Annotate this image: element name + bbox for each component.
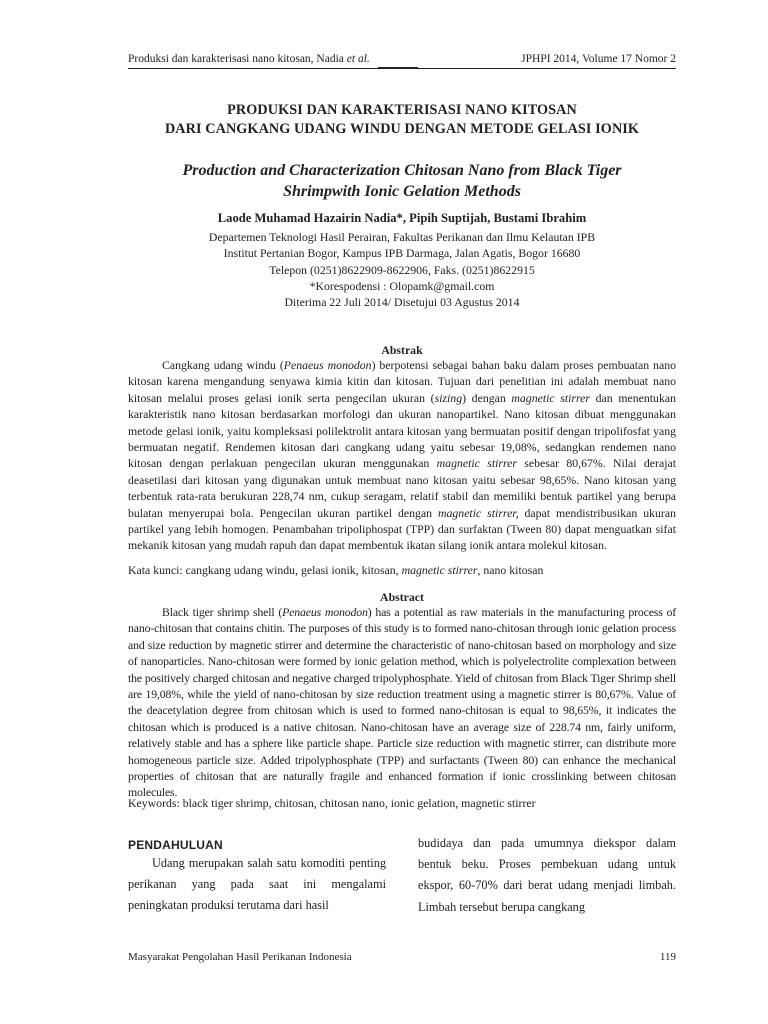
affiliation-line1: Departemen Teknologi Hasil Perairan, Fakultas Perikanan dan Ilmu Kelautan IPB	[208, 230, 596, 244]
pendahuluan-left-column	[128, 853, 386, 917]
pendahuluan-left-text: Udang merupakan salah satu komoditi penting perikanan yang pada saat ini mengalami peningkatan produksi terutama dari hasil	[128, 856, 386, 913]
kata-kunci-end: , nano kitosan	[477, 563, 544, 577]
running-title-text: Produksi dan karakterisasi nano kitosan, Nadia	[128, 53, 344, 65]
title-id-line2: DARI CANGKANG UDANG WINDU DENGAN METODE GELASI IONIK	[164, 121, 640, 137]
abstrak-t4: dan menentukan karakteristik nano kitosan berdasarkan morfologi dan ukuran nanopartikel. Nano kitosan dibuat menggunakan metode gelasi ionik, yaitu kompleksasi polilektrolit antara kitosan yang bermuatan positif dengan tripolifosfat yang bermuatan negatif. Rendemen kitosan dari cangkang udang yaitu sebesar 19,08%, sedangkan rendemen nano kitosan dengan perlakuan pengecilan ukuran menggunakan	[128, 390, 676, 471]
title-en-line2: Shrimpwith Ionic Gelation Methods	[283, 183, 521, 200]
title-english	[128, 160, 676, 202]
pendahuluan-right-column: budidaya dan pada umumnya diekspor dalam bentuk beku. Proses pembekuan udang untuk ekspor, 60-70% dari berat udang menjadi limbah. Limbah tersebut berupa cangkang	[418, 836, 676, 914]
kata-kunci	[128, 563, 676, 578]
kata-kunci-text: Kata kunci: cangkang udang windu, gelasi ionik, kitosan,	[128, 563, 402, 577]
running-title-etal: et al.	[346, 53, 370, 65]
abstrak-i3: magnetic stirrer	[511, 390, 590, 405]
abstrak-t2: ) berpotensi sebagai bahan baku dalam proses pembuatan nano kitosan karena mengandung senyawa kimia kitin dan kitosan. Tujuan dari penelitian ini adalah membuat nano kitosan melalui proses gelasi ionik serta pengecilan ukuran (	[128, 358, 676, 405]
affiliation-line5: Diterima 22 Juli 2014/ Disetujui 03 Agustus 2014	[284, 295, 520, 310]
abstrak-t6: dapat mendistribusikan ukuran partikel yang lebih homogen. Penambahan tripoliphospat (TPP) dan surfaktan (Tween 80) dapat menguatkan sifat mekanik kitosan yang mudah rapuh dan dapat membentuk ikatan silang ionik antara molekul kitosan.	[128, 505, 676, 553]
kata-kunci-italic: magnetic stirrer	[401, 563, 478, 577]
journal-info: JPHPI 2014, Volume 17 Nomor 2	[521, 53, 676, 65]
abstrak-t5: sebesar 80,67%. Nilai derajat deasetilasi dari kitosan yang digunakan untuk membuat nano kitosan yaitu sebesar 98,65%. Nano kitosan yang terbentuk rata-rata berukuran 228,74 nm, cukup seragam, relatif stabil dan memiliki bentuk partikel yang berupa bulatan menyerupai bola. Pengecilan ukuran partikel dengan	[128, 456, 676, 520]
abstract-t2: ) has a potential as raw materials in the manufacturing process of nano-chitosan that contains chitin. The purposes of this study is to formed nano-chitosan through ionic gelation process and size reduction by magnetic stirrer and determine the characteristic of nano-chitosan based on morphology and size of nanoparticles. Nano-chitosan were formed by ionic gelation method, which is polyelectrolite complexation between the positively charged chitosan and negative charged tripolyphosphate. Yield of chitosan from Black Tiger Shrimp shell are 19,08%, while the yield of nano-chitosan by size reduction treatment using a magnetic stirrer is 80,67%. Value of the deacetylation degree from chitosan which is used to formed nano-chitosan is equal to 98,65%, it indicates the chitosan which is produced is a native chitosan. Nano-chitosan have an average size of 228.74 nm, fairly uniform, relatively stable and has a sphere like particle shape. Particle size reduction with magnetic stirrer, can distribute more homogeneous particle size. Added tripolyphosphate (TPP) and surfactants (Tween 80) can enhance the mechanical properties of chitosan that are naturally fragile and enhanced formation if ionic crosslinking between chitosan molecules.	[128, 605, 677, 800]
abstract-i1: Penaeus monodon	[282, 605, 368, 619]
abstrak-i4: magnetic stirrer	[436, 456, 517, 471]
abstrak-t1: Cangkang udang windu (	[162, 358, 284, 372]
abstrak-i2: sizing	[434, 390, 463, 405]
abstrak-i5: magnetic stirrer,	[437, 505, 519, 520]
abstrak-t3: ) dengan	[462, 390, 512, 405]
abstract-t1: Black tiger shrimp shell (	[162, 605, 283, 619]
page-number: 119	[659, 951, 676, 963]
affiliation-line4: *Korespodensi : Olopamk@gmail.com	[309, 278, 495, 293]
affiliation-line2: Institut Pertanian Bogor, Kampus IPB Darmaga, Jalan Agatis, Bogor 16680	[223, 246, 581, 261]
affiliation	[128, 229, 676, 310]
abstrak-i1: Penaeus monodon	[283, 358, 372, 372]
authors: Laode Muhamad Hazairin Nadia*, Pipih Suptijah, Bustami Ibrahim	[217, 211, 587, 225]
header-rule-accent	[378, 67, 418, 69]
footer-journal-name: Masyarakat Pengolahan Hasil Perikanan Indonesia	[128, 951, 352, 963]
abstrak-heading: Abstrak	[381, 343, 423, 357]
running-title	[128, 53, 370, 65]
abstrak-body	[128, 357, 676, 554]
title-indonesian	[128, 101, 676, 139]
title-id-line1: PRODUKSI DAN KARAKTERISASI NANO KITOSAN	[227, 102, 577, 118]
title-en-line1: Production and Characterization Chitosan Nano from Black Tiger	[182, 162, 622, 179]
keywords: Keywords: black tiger shrimp, chitosan, chitosan nano, ionic gelation, magnetic stirrer	[128, 796, 536, 810]
affiliation-line3: Telepon (0251)8622909-8622906, Faks. (0251)8622915	[269, 262, 535, 277]
abstract-heading: Abstract	[380, 590, 424, 604]
abstract-body	[128, 604, 676, 801]
pendahuluan-heading: PENDAHULUAN	[128, 838, 223, 852]
